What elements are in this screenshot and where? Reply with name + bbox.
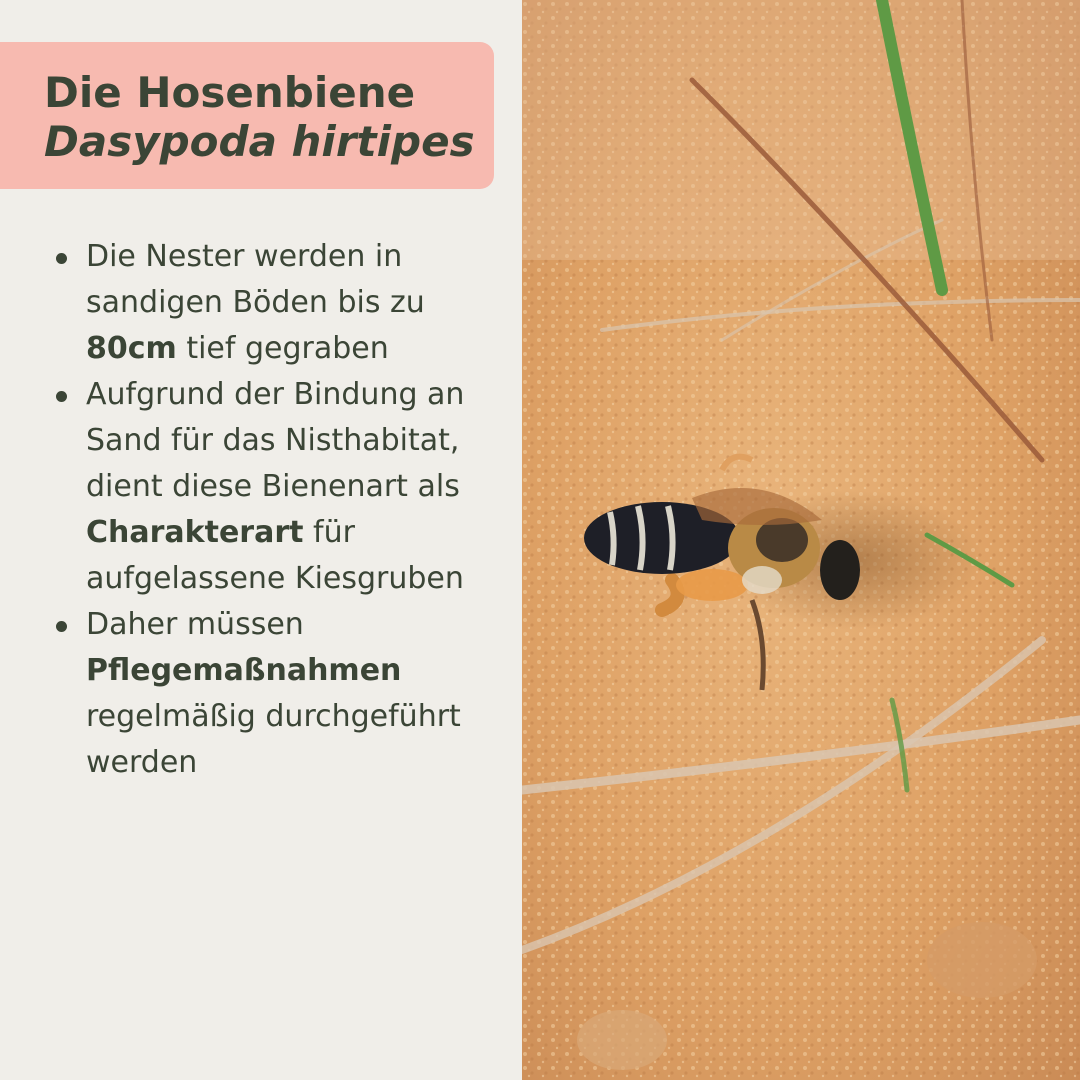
scientific-name: Dasypoda hirtipes [44, 117, 475, 166]
text-panel [0, 0, 522, 1080]
fact-highlight: Charakterart [86, 515, 304, 550]
fact-text: Aufgrund der Bindung an Sand für das Nisthabitat, dient diese Bienenart als [86, 377, 465, 504]
bullet-icon [56, 253, 67, 264]
fact-text: für aufgelassene Kiesgruben [86, 515, 464, 596]
bee-on-sand-photo [522, 0, 1080, 1080]
fact-highlight: Pflegemaßnahmen [86, 653, 402, 688]
page-title: Die Hosenbiene [44, 68, 416, 117]
fact-text: Daher müssen [86, 607, 304, 642]
bullet-icon [56, 621, 67, 632]
fact-highlight: 80cm [86, 331, 177, 366]
fact-text: Die Nester werden in sandigen Böden bis zu [86, 239, 425, 320]
list-item [50, 372, 510, 602]
fact-text: tief gegraben [176, 331, 389, 366]
bullet-icon [56, 391, 67, 402]
fact-list [50, 234, 510, 786]
list-item [50, 234, 510, 372]
fact-text: regelmäßig durchgeführt werden [86, 699, 461, 780]
list-item [50, 602, 510, 786]
